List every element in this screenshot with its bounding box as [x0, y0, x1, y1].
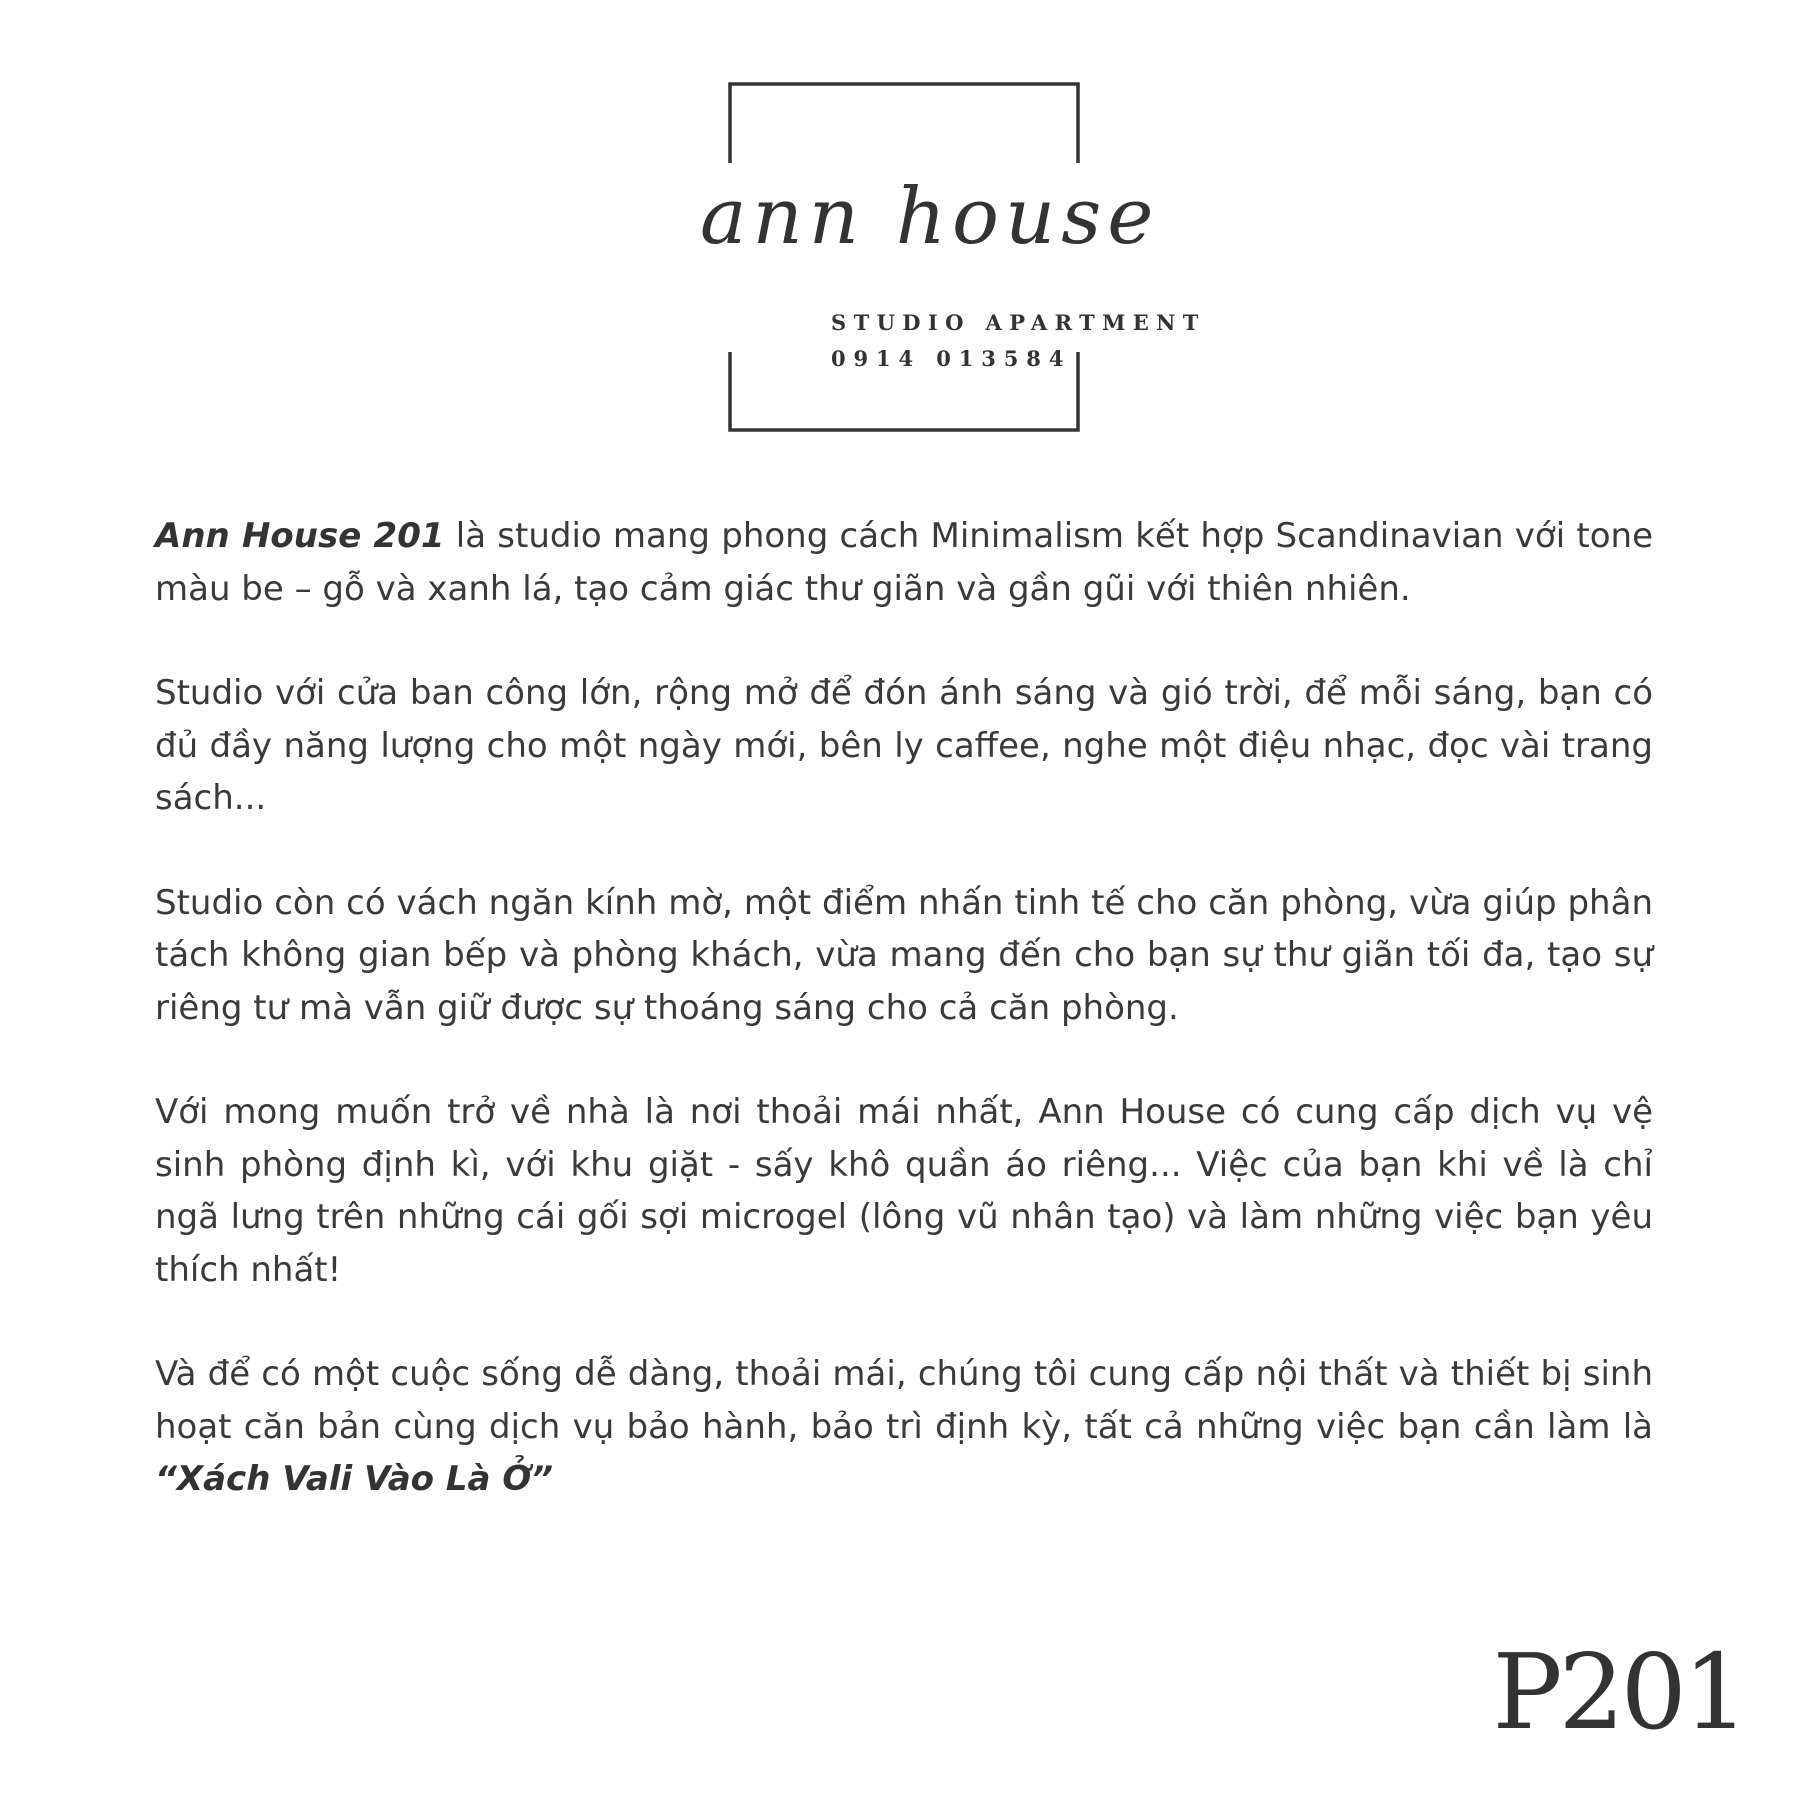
slogan: “Xách Vali Vào Là Ở” — [155, 1459, 554, 1499]
intro-text: là studio mang phong cách Minimalism kết hợp Scandinavian với tone màu be – gỗ và xanh lá, tạo cảm giác thư giãn và gần gũi với thiên nhiên. — [155, 516, 1653, 609]
logo — [0, 0, 1800, 450]
paragraph-intro — [155, 510, 1653, 615]
paragraph-balcony: Studio với cửa ban công lớn, rộng mở để đón ánh sáng và gió trời, để mỗi sáng, bạn có đủ đầy năng lượng cho một ngày mới, bên ly caffee, nghe một điệu nhạc, đọc vài trang sách... — [155, 673, 1653, 818]
page-code: P201 — [1492, 1631, 1745, 1753]
brand-name: Ann House 201 — [155, 516, 445, 556]
furniture-text: Và để có một cuộc sống dễ dàng, thoải mái, chúng tôi cung cấp nội thất và thiết bị sinh hoạt căn bản cùng dịch vụ bảo hành, bảo trì định kỳ, tất cả những việc bạn cần làm là — [155, 1354, 1653, 1447]
logo-phone: 0914 013584 — [831, 346, 1072, 371]
paragraph-glass-partition: Studio còn có vách ngăn kính mờ, một điểm nhấn tinh tế cho căn phòng, vừa giúp phân tách không gian bếp và phòng khách, vừa mang đến cho bạn sự thư giãn tối đa, tạo sự riêng tư mà vẫn giữ được sự thoáng sáng cho cả căn phòng. — [155, 882, 1653, 1028]
paragraph-furniture — [155, 1348, 1653, 1506]
logo-script: ann house — [700, 172, 1160, 262]
logo-frame-top — [730, 84, 1078, 163]
description — [155, 510, 1653, 1558]
logo-subtitle: STUDIO APARTMENT — [831, 310, 1206, 335]
paragraph-services: Với mong muốn trở về nhà là nơi thoải mái nhất, Ann House có cung cấp dịch vụ vệ sinh phòng định kì, với khu giặt - sấy khô quần áo riêng... Việc của bạn khi về là chỉ ngã lưng trên những cái gối sợi microgel (lông vũ nhân tạo) và làm những việc bạn yêu thích nhất! — [155, 1092, 1653, 1290]
